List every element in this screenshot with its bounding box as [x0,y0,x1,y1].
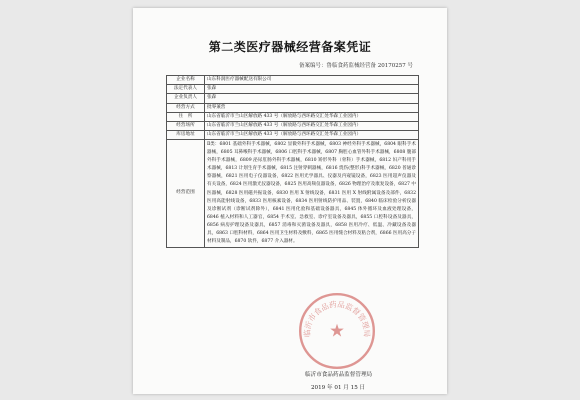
row-value: 张森 [205,94,419,103]
row-value: 批零兼营 [205,103,419,112]
row-value: 山东省临沂市兰山区解放路 433 号（解放路与西环路交汇处华森工业园内） [205,112,419,121]
row-value: 山东科润医疗器械配送有限公司 [205,76,419,85]
scope-label: 经营范围 [167,140,205,247]
row-value: 张森 [205,85,419,94]
scope-value [205,140,419,247]
row-label: 法定代表人 [167,85,205,94]
row-label: 库房地址 [167,131,205,140]
scope-text: Ⅱ类：6801 基础外科手术器械，6802 显微外科手术器械，6803 神经外科手术器械，6804 眼科手术器械，6805 耳鼻喉科手术器械，6806 口腔科手术器械，6807 胸腔心血管外科手术器械，6808 腹部外科手术器械，6809 泌尿肛肠外科手术器械，6810 矫形外科（骨科）手术器械，6812 妇产科用手术器械，6813 计划生育手术器械，6815 注射穿刺器械，6816 烧伤(整形)科手术器械，6820 普通诊察器械，6821 医用电子仪器设备，6822 医用光学器具、仪器及内窥镜设备，6823 医用超声仪器及有关设备，6824 医用激光仪器设备，6825 医用高频仪器设备，6826 物理治疗及康复设备，6827 中医器械，6828 医用磁共振设备，6830 医用 X 射线设备，6831 医用 X 射线附属设备及部件，6832 医用高能射线设备，6833 医用核素设备，6834 医用射线防护用品、装置，6840 临床检验分析仪器及诊断试剂（诊断试剂除外），6841 医用化验和基础设备器具，6845 体外循环及血液处理设备，6846 植入材料和人工器官，6854 手术室、急救室、诊疗室设备及器具，6855 口腔科设备及器具，6856 病房护理设备及器具，6857 消毒和灭菌设备及器具，6858 医用冷疗、低温、冷藏设备及器具，6863 口腔科材料，6864 医用卫生材料及敷料，6865 医用缝合材料及粘合剂，6866 医用高分子材料及制品，6870 软件，6877 介入器材。 [207,142,416,244]
issuing-authority: 临沂市食品药品监督管理局 [305,372,373,378]
table-row [167,85,419,94]
row-value: 山东省临沂市兰山区解放路 433 号（解放路与西环路交汇处华森工业园内） [205,131,419,140]
row-label: 企业名称 [167,76,205,85]
certificate-info-table [166,75,419,248]
filing-number: 备案编号：鲁临食药监械经营备 20170257 号 [299,63,413,69]
table-row [167,76,419,85]
row-label: 经营场所 [167,121,205,130]
official-seal [297,291,377,371]
row-label: 经营方式 [167,103,205,112]
row-label: 住 所 [167,112,205,121]
row-value: 山东省临沂市兰山区解放路 433 号（解放路与西环路交汇处华森工业园内） [205,121,419,130]
table-row [167,112,419,121]
table-row [167,140,419,247]
seal-text: 临沂市食品药品监督管理局 [302,299,372,338]
row-label: 企业负责人 [167,94,205,103]
certificate-page [133,8,447,394]
svg-text:★: ★ [329,321,345,342]
certificate-title: 第二类医疗器械经营备案凭证 [208,40,372,54]
table-row [167,131,419,140]
table-row [167,121,419,130]
table-row [167,103,419,112]
issue-date: 2019 年 01 月 15 日 [311,385,366,391]
table-row [167,94,419,103]
